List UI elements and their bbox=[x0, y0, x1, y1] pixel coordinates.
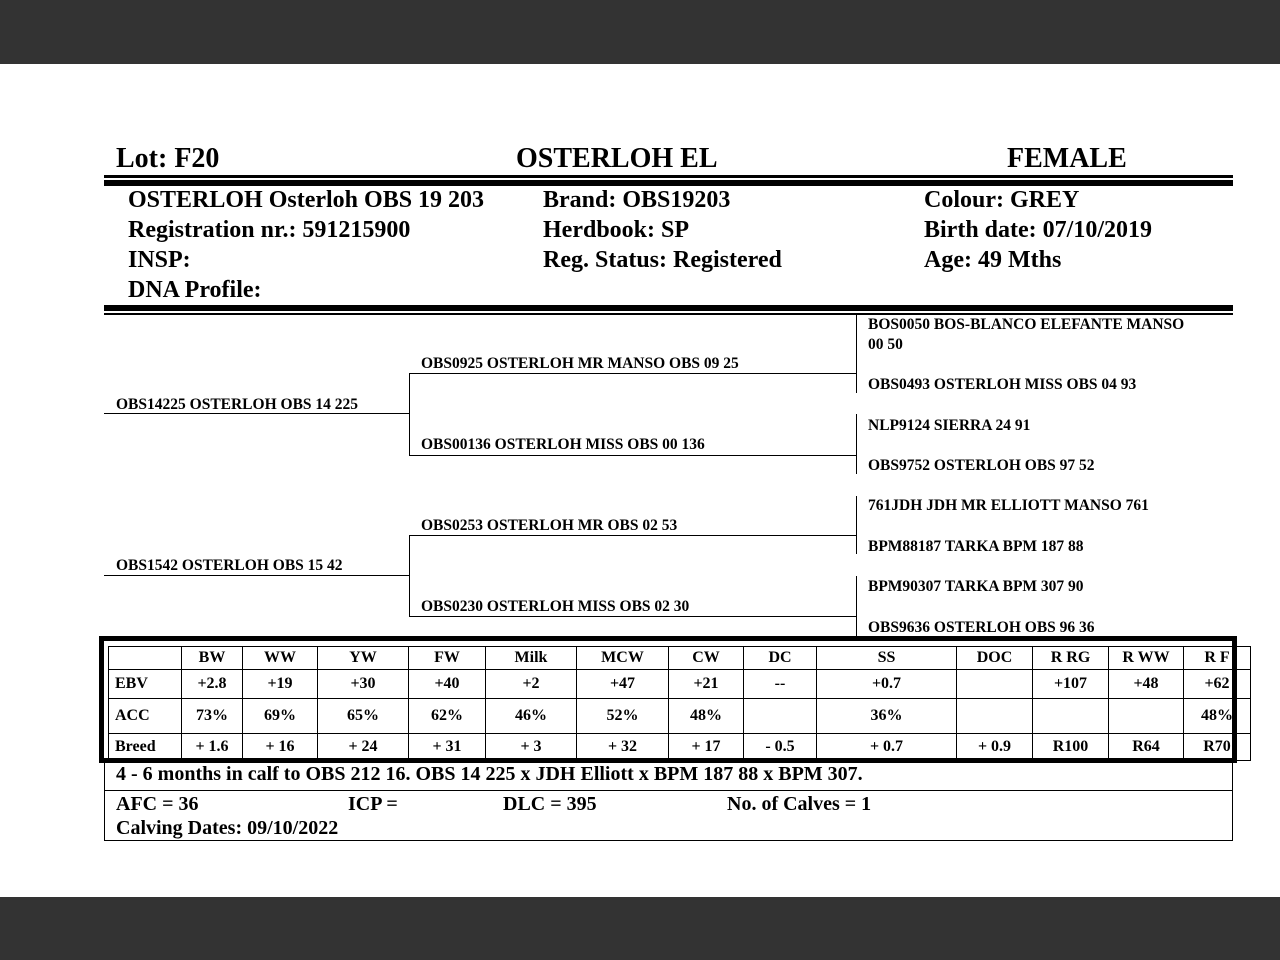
acc-cell: 48% bbox=[1184, 699, 1251, 734]
ebv-header-cell: BW bbox=[182, 647, 243, 670]
acc-row bbox=[109, 699, 1251, 734]
registration-number: Registration nr.: 591215900 bbox=[128, 217, 411, 243]
calf-comment: 4 - 6 months in calf to OBS 212 16. OBS 14 225 x JDH Elliott x BPM 187 88 x BPM 307. bbox=[116, 763, 863, 785]
bottom-dark-bar bbox=[0, 897, 1280, 960]
acc-cell bbox=[1109, 699, 1184, 734]
ebv-header-cell: R WW bbox=[1109, 647, 1184, 670]
acc-cell bbox=[957, 699, 1033, 734]
acc-cell: 73% bbox=[182, 699, 243, 734]
sex-label: FEMALE bbox=[1007, 143, 1127, 174]
ebv-cell: +21 bbox=[669, 670, 744, 699]
icp-value: ICP = bbox=[348, 793, 398, 815]
reg-status-label: Reg. Status: Registered bbox=[543, 247, 782, 273]
ebv-cell: +0.7 bbox=[817, 670, 957, 699]
afc-value: AFC = 36 bbox=[116, 793, 199, 815]
ebv-header-cell: MCW bbox=[577, 647, 669, 670]
animal-title: OSTERLOH EL bbox=[516, 143, 718, 174]
breed-cell: R70 bbox=[1184, 734, 1251, 761]
ebv-header-cell: DC bbox=[744, 647, 817, 670]
ebv-cell bbox=[957, 670, 1033, 699]
ebv-header-cell: R F bbox=[1184, 647, 1251, 670]
ebv-header-cell: DOC bbox=[957, 647, 1033, 670]
ggp-4: OBS9752 OSTERLOH OBS 97 52 bbox=[868, 457, 1095, 474]
acc-cell bbox=[1033, 699, 1109, 734]
ebv-table bbox=[108, 646, 1251, 761]
ebv-cell: +107 bbox=[1033, 670, 1109, 699]
ebv-cell: +40 bbox=[409, 670, 486, 699]
sire-dam-line bbox=[409, 455, 856, 456]
ebv-header-cell: R RG bbox=[1033, 647, 1109, 670]
calving-dates: Calving Dates: 09/10/2022 bbox=[116, 817, 339, 839]
ggp-7: BPM90307 TARKA BPM 307 90 bbox=[868, 578, 1084, 595]
ggp-6: BPM88187 TARKA BPM 187 88 bbox=[868, 538, 1084, 555]
ggp-1-cont: 00 50 bbox=[868, 336, 903, 353]
header-rule-thin bbox=[104, 175, 1233, 178]
dam-connector bbox=[409, 535, 410, 617]
ebv-cell: +30 bbox=[318, 670, 409, 699]
sire-connector bbox=[409, 373, 410, 455]
colour-label: Colour: GREY bbox=[924, 187, 1080, 213]
ebv-cell: -- bbox=[744, 670, 817, 699]
ebv-header-cell bbox=[109, 647, 182, 670]
brand-label: Brand: OBS19203 bbox=[543, 187, 731, 213]
breed-cell: R64 bbox=[1109, 734, 1184, 761]
ebv-header-cell: Milk bbox=[486, 647, 577, 670]
acc-cell: 65% bbox=[318, 699, 409, 734]
dna-profile-label: DNA Profile: bbox=[128, 277, 262, 303]
header-rule-thick bbox=[104, 180, 1233, 186]
top-dark-bar bbox=[0, 0, 1280, 64]
dam-sire-line bbox=[409, 535, 856, 536]
dam-dam-line bbox=[409, 616, 856, 617]
pedigree-dam-dam: OBS0230 OSTERLOH MISS OBS 02 30 bbox=[421, 598, 690, 615]
ggp-3: NLP9124 SIERRA 24 91 bbox=[868, 417, 1031, 434]
calves-count: No. of Calves = 1 bbox=[727, 793, 872, 815]
ebv-cell: +2.8 bbox=[182, 670, 243, 699]
age-label: Age: 49 Mths bbox=[924, 247, 1062, 273]
info-rule-thin bbox=[104, 313, 1233, 315]
lot-number: Lot: F20 bbox=[116, 143, 220, 174]
ebv-header-row bbox=[109, 647, 1251, 670]
acc-cell: 46% bbox=[486, 699, 577, 734]
animal-full-name: OSTERLOH Osterloh OBS 19 203 bbox=[128, 187, 485, 213]
breed-cell: + 24 bbox=[318, 734, 409, 761]
breed-row bbox=[109, 734, 1251, 761]
ggp-2: OBS0493 OSTERLOH MISS OBS 04 93 bbox=[868, 376, 1137, 393]
breed-row-label: Breed bbox=[109, 734, 182, 761]
insp-label: INSP: bbox=[128, 247, 191, 273]
breed-cell: + 31 bbox=[409, 734, 486, 761]
dam-line bbox=[104, 575, 409, 576]
acc-cell bbox=[744, 699, 817, 734]
ebv-row bbox=[109, 670, 1251, 699]
ebv-row-label: EBV bbox=[109, 670, 182, 699]
dam-sire-connector bbox=[856, 496, 857, 554]
breed-cell: + 0.9 bbox=[957, 734, 1033, 761]
ebv-cell: +47 bbox=[577, 670, 669, 699]
ebv-header-cell: WW bbox=[243, 647, 318, 670]
acc-cell: 62% bbox=[409, 699, 486, 734]
notes-separator bbox=[104, 790, 1233, 791]
breed-cell: + 16 bbox=[243, 734, 318, 761]
breed-cell: + 0.7 bbox=[817, 734, 957, 761]
breed-cell: - 0.5 bbox=[744, 734, 817, 761]
pedigree-dam: OBS1542 OSTERLOH OBS 15 42 bbox=[116, 557, 343, 574]
ebv-cell: +48 bbox=[1109, 670, 1184, 699]
breed-cell: + 1.6 bbox=[182, 734, 243, 761]
ggp-1: BOS0050 BOS-BLANCO ELEFANTE MANSO bbox=[868, 316, 1185, 333]
breed-cell: R100 bbox=[1033, 734, 1109, 761]
acc-cell: 36% bbox=[817, 699, 957, 734]
dlc-value: DLC = 395 bbox=[503, 793, 597, 815]
birth-date-label: Birth date: 07/10/2019 bbox=[924, 217, 1152, 243]
ebv-cell: +19 bbox=[243, 670, 318, 699]
ebv-header-cell: CW bbox=[669, 647, 744, 670]
sire-dam-connector bbox=[856, 414, 857, 474]
acc-cell: 52% bbox=[577, 699, 669, 734]
breed-cell: + 3 bbox=[486, 734, 577, 761]
ebv-header-cell: YW bbox=[318, 647, 409, 670]
ebv-header-cell: SS bbox=[817, 647, 957, 670]
pedigree-dam-sire: OBS0253 OSTERLOH MR OBS 02 53 bbox=[421, 517, 678, 534]
sire-line bbox=[104, 413, 409, 414]
acc-row-label: ACC bbox=[109, 699, 182, 734]
pedigree-sire-dam: OBS00136 OSTERLOH MISS OBS 00 136 bbox=[421, 436, 705, 453]
acc-cell: 69% bbox=[243, 699, 318, 734]
info-rule-thick bbox=[104, 305, 1233, 311]
ggp-5: 761JDH JDH MR ELLIOTT MANSO 761 bbox=[868, 497, 1149, 514]
acc-cell: 48% bbox=[669, 699, 744, 734]
breed-cell: + 32 bbox=[577, 734, 669, 761]
herdbook-label: Herdbook: SP bbox=[543, 217, 690, 243]
ebv-cell: +62 bbox=[1184, 670, 1251, 699]
sire-sire-line bbox=[409, 373, 856, 374]
sire-sire-connector bbox=[856, 315, 857, 393]
ggp-8: OBS9636 OSTERLOH OBS 96 36 bbox=[868, 619, 1095, 636]
breed-cell: + 17 bbox=[669, 734, 744, 761]
ebv-cell: +2 bbox=[486, 670, 577, 699]
ebv-header-cell: FW bbox=[409, 647, 486, 670]
pedigree-sire-sire: OBS0925 OSTERLOH MR MANSO OBS 09 25 bbox=[421, 355, 739, 372]
pedigree-sire: OBS14225 OSTERLOH OBS 14 225 bbox=[116, 396, 359, 413]
dam-dam-connector bbox=[856, 576, 857, 636]
